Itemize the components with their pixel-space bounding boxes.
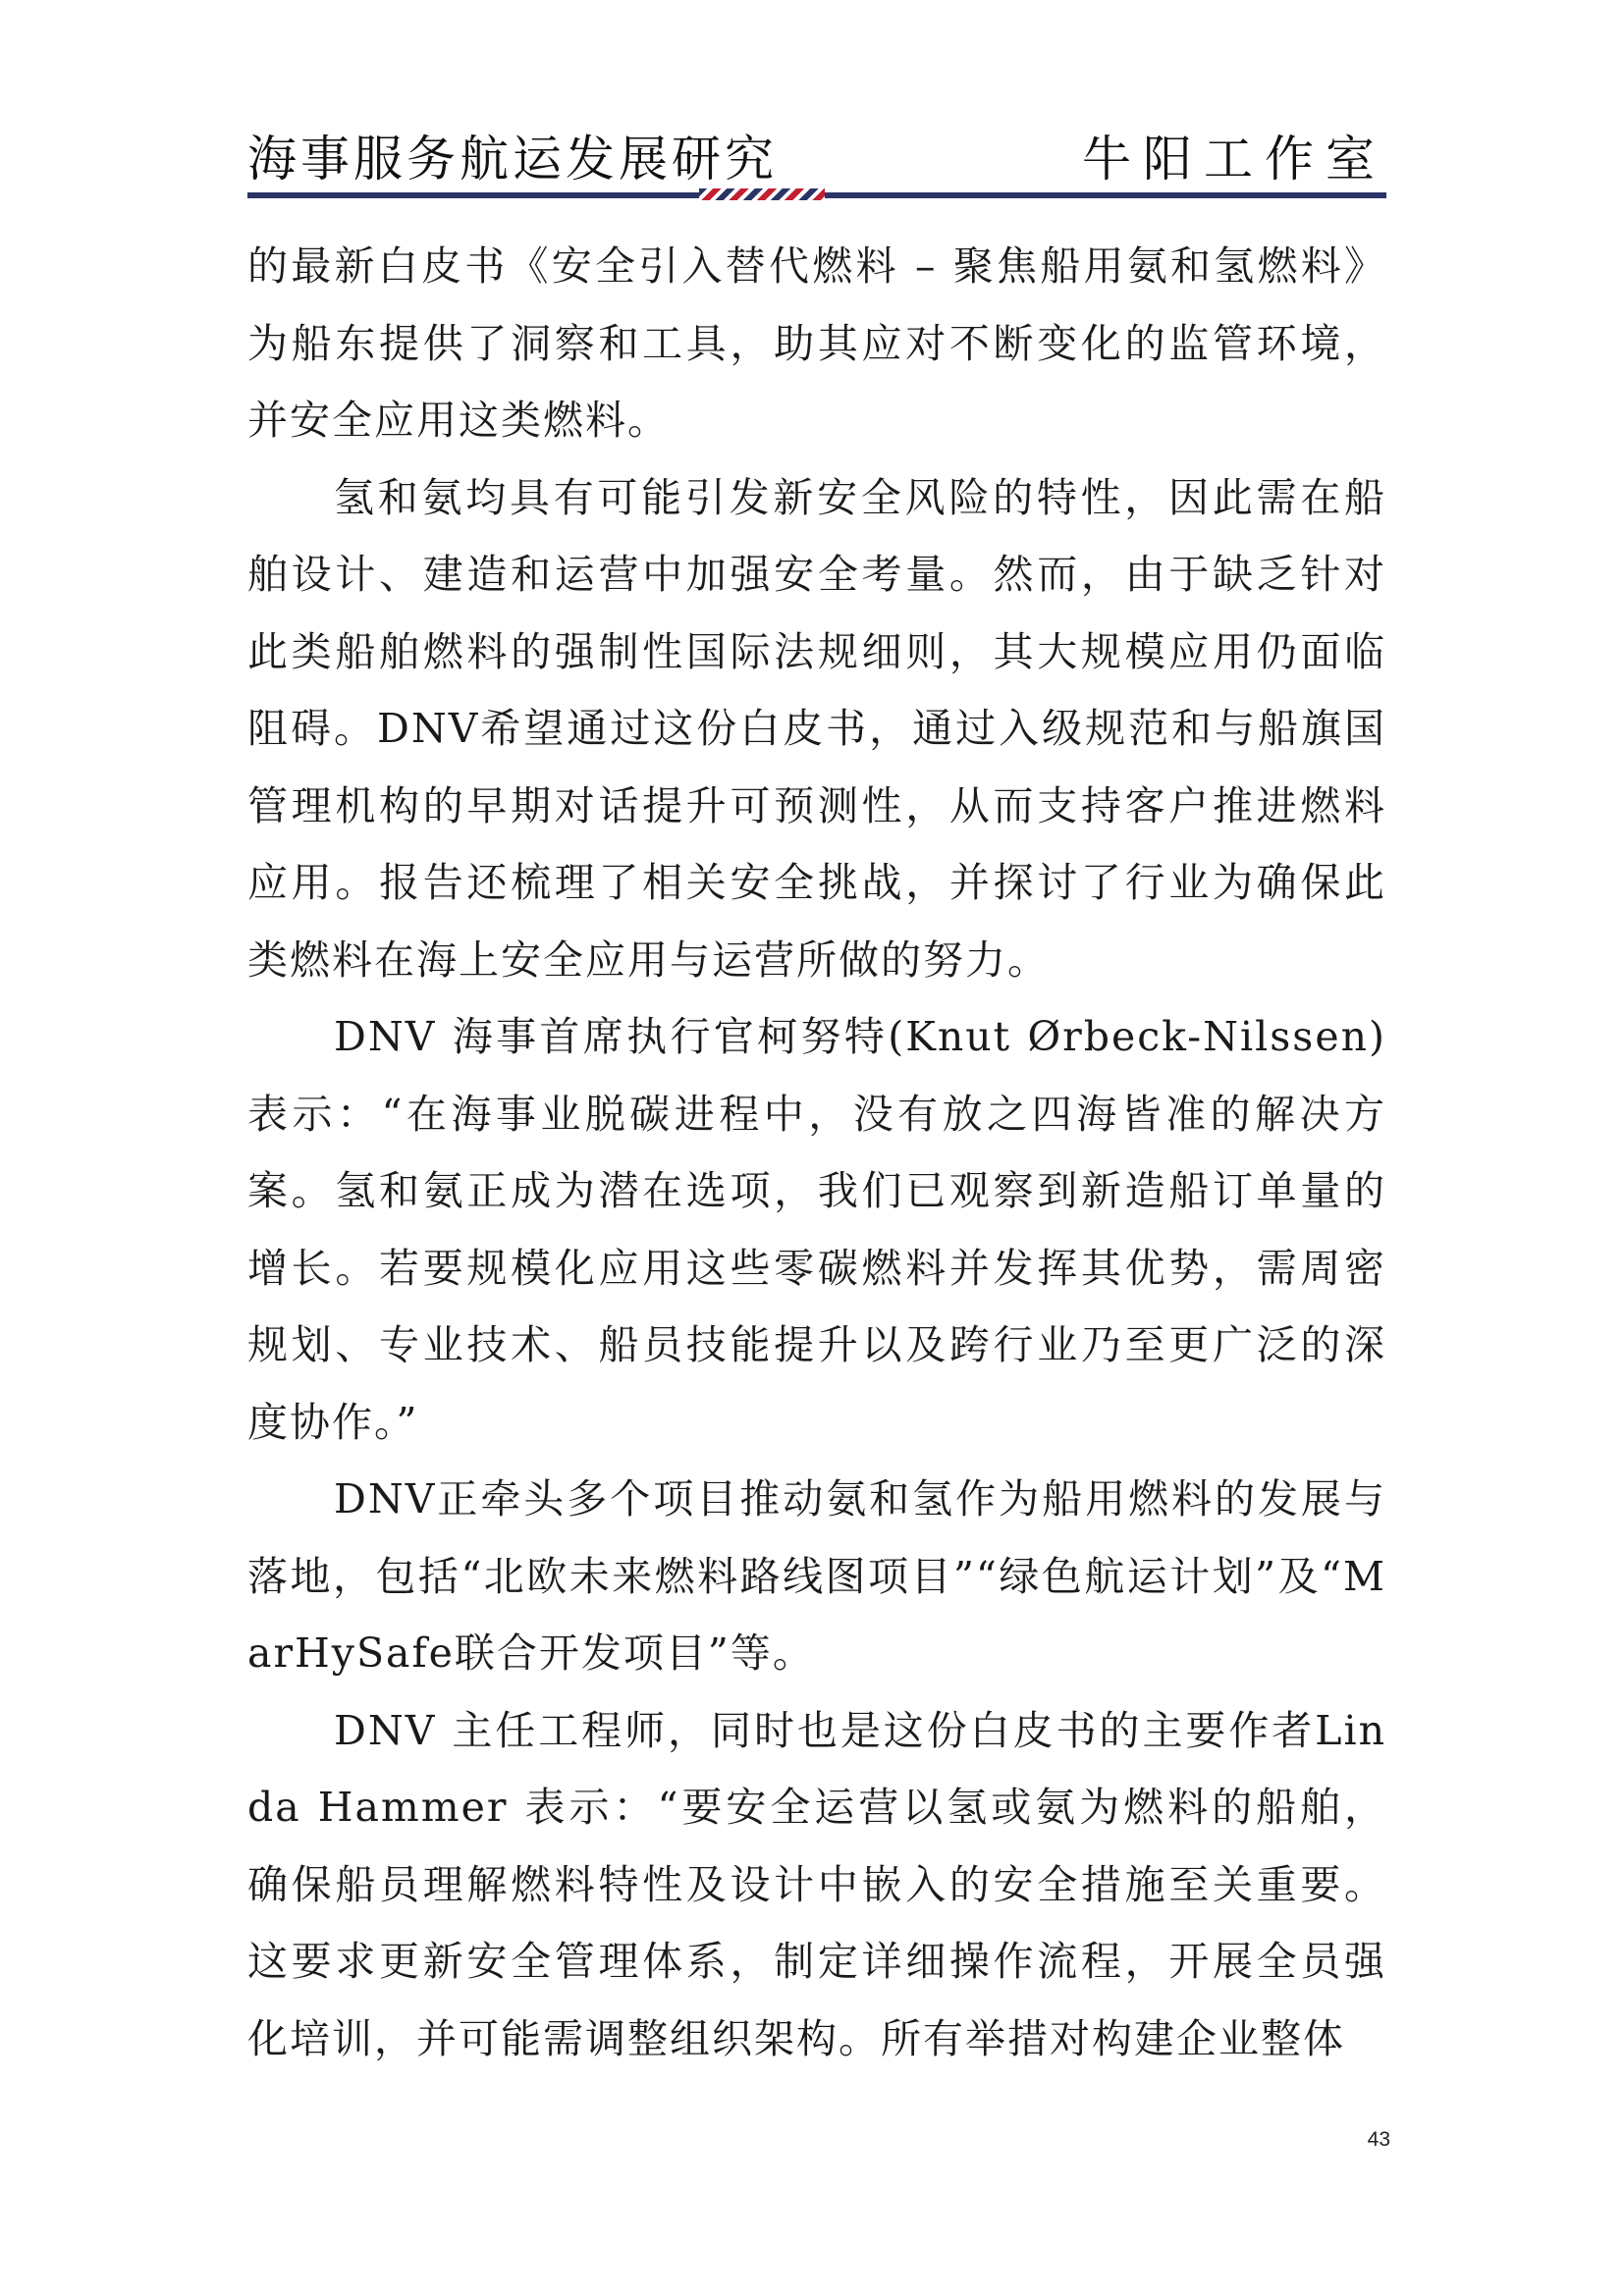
paragraph: DNV正牵头多个项目推动氨和氢作为船用燃料的发展与落地，包括“北欧未来燃料路线图项目”“绿色航运计划”及“MarHySafe联合开发项目”等。 xyxy=(247,1475,1386,1677)
page-number: 43 xyxy=(1367,2128,1390,2151)
header-left-title: 海事服务航运发展研究 xyxy=(247,131,778,187)
paragraph: DNV 海事首席执行官柯努特(Knut Ørbeck-Nilssen)表示：“在海事业脱碳进程中，没有放之四海皆准的解决方案。氢和氨正成为潜在选项，我们已观察到新造船订单量的增长。若要规模化应用这些零碳燃料并发挥其优势，需周密规划、专业技术、船员技能提升以及跨行业乃至更广泛的深度协作。” xyxy=(247,1013,1386,1446)
header-right-title: 牛阳工作室 xyxy=(1082,131,1386,187)
header-rule-right xyxy=(825,192,1386,198)
page-header xyxy=(247,130,1386,188)
paragraph-continued: 的最新白皮书《安全引入替代燃料 – 聚焦船用氨和氢燃料》为船东提供了洞察和工具，助其应对不断变化的监管环境，并安全应用这类燃料。 xyxy=(247,242,1386,444)
paragraph: 氢和氨均具有可能引发新安全风险的特性，因此需在船舶设计、建造和运营中加强安全考量。然而，由于缺乏针对此类船舶燃料的强制性国际法规细则，其大规模应用仍面临阻碍。DNV希望通过这份白皮书，通过入级规范和与船旗国管理机构的早期对话提升可预测性，从而支持客户推进燃料应用。报告还梳理了相关安全挑战，并探讨了行业为确保此类燃料在海上安全应用与运营所做的努力。 xyxy=(247,473,1386,984)
paragraph: DNV 主任工程师，同时也是这份白皮书的主要作者Linda Hammer 表示：“要安全运营以氢或氨为燃料的船舶，确保船员理解燃料特性及设计中嵌入的安全措施至关重要。这要求更新安全管理体系，制定详细操作流程，开展全员强化培训，并可能需调整组织架构。所有举措对构建企业整体 xyxy=(247,1706,1386,2062)
header-rule-left xyxy=(247,192,699,198)
page-body xyxy=(247,228,1386,2077)
header-rule-accent xyxy=(699,188,825,200)
